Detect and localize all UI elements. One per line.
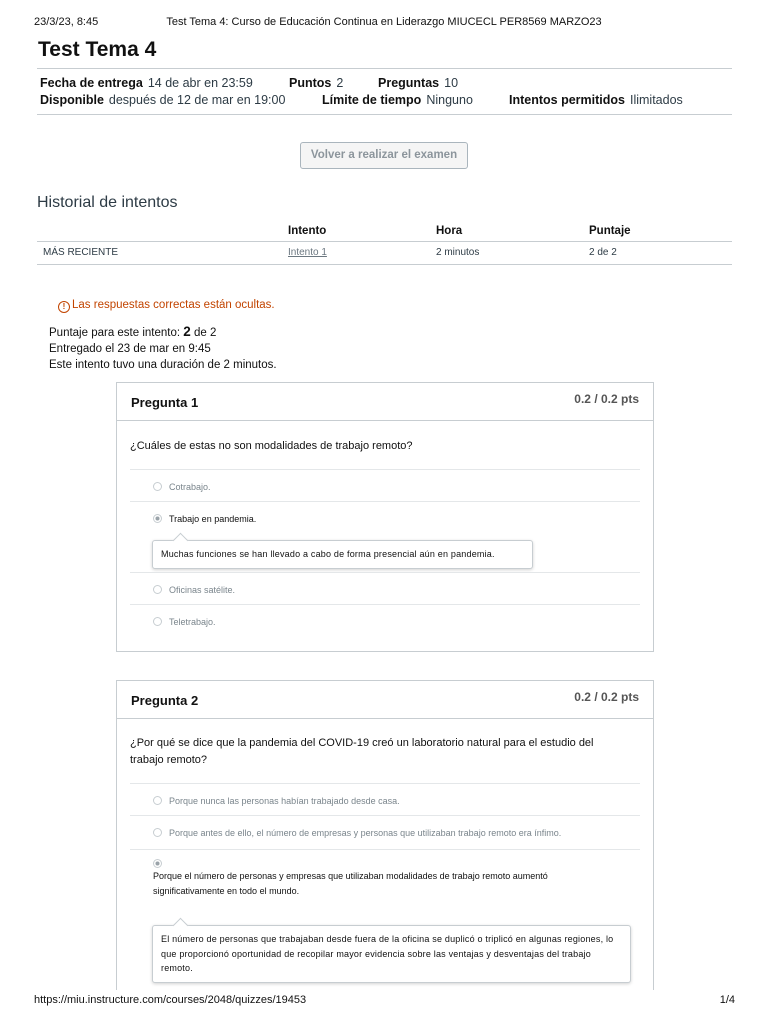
print-datetime: 23/3/23, 8:45	[34, 16, 99, 28]
question-points: 0.2 / 0.2 pts	[574, 690, 639, 704]
time-limit-value: Ninguno	[426, 93, 473, 107]
print-page-number: 1/4	[719, 994, 735, 1006]
table-divider	[37, 264, 732, 265]
attempt-score: 2 de 2	[589, 247, 617, 258]
due-label: Fecha de entrega	[40, 76, 143, 90]
warning-text: Las respuestas correctas están ocultas.	[72, 299, 275, 311]
most-recent-label: MÁS RECIENTE	[43, 247, 119, 258]
question-card-1	[116, 382, 654, 652]
question-card-2	[116, 680, 654, 990]
attempts-value: Ilimitados	[629, 93, 683, 107]
print-url: https://miu.instructure.com/courses/2048/quizzes/19453	[34, 994, 307, 1006]
question-text: ¿Cuáles de estas no son modalidades de trabajo remoto?	[130, 440, 413, 452]
option-label-selected: Porque el número de personas y empresas que utilizaban modalidades de trabajo remoto aumentó significativamente en todo el mundo.	[153, 871, 548, 896]
due-value: 14 de abr en 23:59	[147, 76, 253, 90]
attempt-time: 2 minutos	[436, 247, 480, 258]
divider	[37, 114, 732, 115]
question-title: Pregunta 2	[131, 693, 199, 708]
print-doc-title: Test Tema 4: Curso de Educación Continua en Liderazgo MIUCECL PER8569 MARZO23	[166, 16, 602, 28]
question-text: ¿Por qué se dice que la pandemia del COVID-19 creó un laboratorio natural para el estudio del trabajo remoto?	[130, 737, 594, 766]
option-label-selected: Trabajo en pandemia.	[169, 514, 257, 524]
print-header	[0, 16, 768, 30]
question-title: Pregunta 1	[131, 395, 199, 410]
col-header-time: Hora	[436, 225, 463, 237]
duration-line: Este intento tuvo una duración de 2 minutos.	[49, 359, 277, 371]
option-label: Porque nunca las personas habían trabajado desde casa.	[169, 796, 400, 806]
submitted-line: Entregado el 23 de mar en 9:45	[49, 343, 211, 355]
points-label: Puntos	[289, 76, 332, 90]
score-prefix: Puntaje para este intento:	[49, 327, 184, 339]
option-radio[interactable]	[153, 796, 162, 805]
option-label: Porque antes de ello, el número de empresas y personas que utilizaban trabajo remoto era ínfimo.	[169, 828, 562, 838]
score-suffix: de 2	[190, 327, 217, 339]
points-value: 2	[336, 76, 344, 90]
time-limit-label: Límite de tiempo	[322, 93, 422, 107]
warning-icon: !	[58, 301, 70, 313]
attempts-allowed	[509, 93, 683, 107]
option-label: Cotrabajo.	[169, 482, 211, 492]
option-divider	[130, 783, 640, 784]
question-header	[117, 681, 653, 719]
option-radio[interactable]	[153, 482, 162, 491]
option-divider	[130, 849, 640, 850]
col-header-score: Puntaje	[589, 225, 631, 237]
available	[40, 93, 285, 107]
option-label: Oficinas satélite.	[169, 585, 236, 595]
score-value: 2	[183, 324, 191, 339]
page-title: Test Tema 4	[38, 38, 157, 61]
table-divider	[37, 241, 732, 242]
option-label: Teletrabajo.	[169, 617, 216, 627]
retake-quiz-button[interactable]: Volver a realizar el examen	[300, 142, 468, 169]
question-points: 0.2 / 0.2 pts	[574, 392, 639, 406]
hidden-answers-warning	[58, 299, 275, 313]
option-radio-selected[interactable]	[153, 859, 162, 868]
attempts-label: Intentos permitidos	[509, 93, 625, 107]
due-date	[40, 76, 253, 90]
option-radio-selected[interactable]	[153, 514, 162, 523]
questions-label: Preguntas	[378, 76, 440, 90]
available-label: Disponible	[40, 93, 104, 107]
option-radio[interactable]	[153, 585, 162, 594]
option-radio[interactable]	[153, 617, 162, 626]
option-divider	[130, 604, 640, 605]
attempt-score-line	[49, 324, 216, 339]
questions-value: 10	[444, 76, 459, 90]
points	[289, 76, 343, 90]
time-limit	[322, 93, 473, 107]
option-radio[interactable]	[153, 828, 162, 837]
col-header-attempt: Intento	[288, 225, 327, 237]
option-divider	[130, 469, 640, 470]
question-header	[117, 383, 653, 421]
attempt-1-link[interactable]: Intento 1	[288, 247, 327, 258]
answer-comment: El número de personas que trabajaban desde fuera de la oficina se duplicó o triplicó en algunas regiones, lo que proporcionó oportunidad de recopilar mayor evidencia sobre las ventajas y desventajas del trabajo remoto.	[152, 925, 631, 983]
divider	[37, 68, 732, 69]
attempt-history-title: Historial de intentos	[37, 194, 178, 211]
questions-count	[378, 76, 458, 90]
option-divider	[130, 501, 640, 502]
answer-comment: Muchas funciones se han llevado a cabo de forma presencial aún en pandemia.	[152, 540, 533, 569]
option-divider	[130, 815, 640, 816]
available-value: después de 12 de mar en 19:00	[108, 93, 286, 107]
option-divider	[130, 572, 640, 573]
